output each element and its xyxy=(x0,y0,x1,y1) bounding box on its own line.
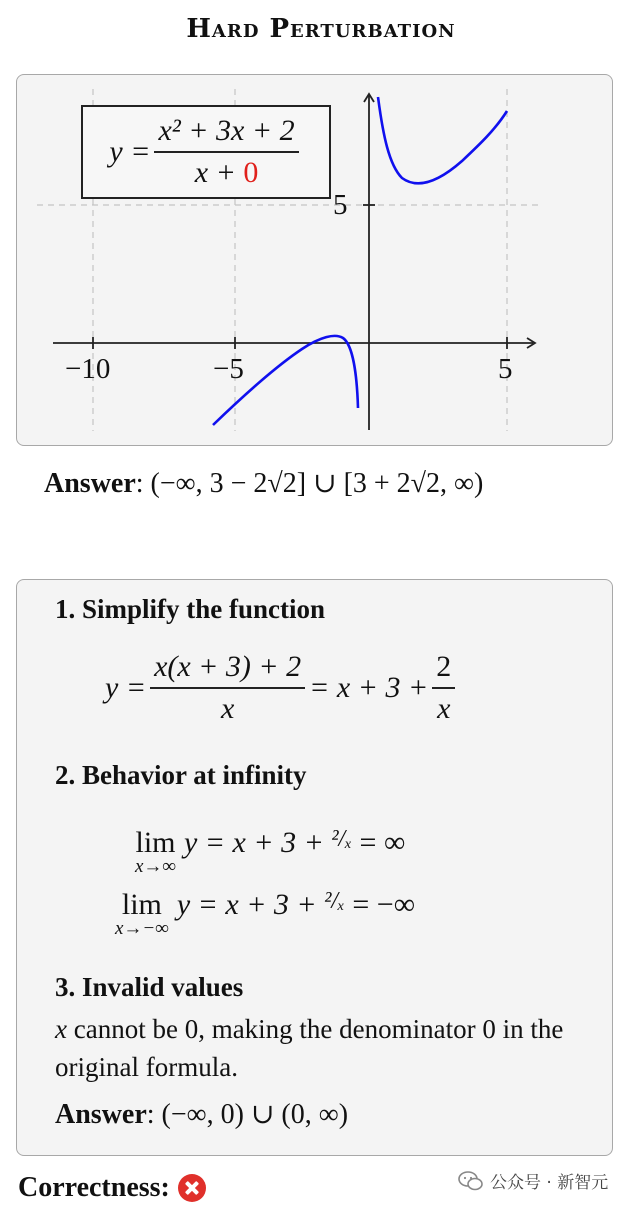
eq-fraction xyxy=(154,114,298,190)
limit-operator xyxy=(135,826,176,878)
limit-row-pos-infinity xyxy=(135,826,405,878)
answer-value: : (−∞, 3 − 2√2] ∪ [3 + 2√2, ∞) xyxy=(135,468,484,499)
step1-numerator: x(x + 3) + 2 xyxy=(150,650,305,689)
lim1-fraction: ²/ₓ xyxy=(331,826,353,852)
lim-word: lim xyxy=(135,826,176,859)
step1-denominator2: x xyxy=(437,692,451,725)
wechat-icon xyxy=(458,1170,484,1192)
limit-row-neg-infinity xyxy=(115,888,415,940)
step1-heading: 1. Simplify the function xyxy=(55,594,326,624)
step2-heading: 2. Behavior at infinity xyxy=(55,760,307,790)
step1-denominator: x xyxy=(220,692,235,725)
answer-line xyxy=(44,466,483,500)
lim1-expression: y = x + 3 + xyxy=(183,826,324,859)
lim2-result: = −∞ xyxy=(352,888,416,921)
step1-equation xyxy=(105,650,459,726)
lim-subscript: x→∞ xyxy=(135,856,176,877)
step3-explanation: cannot be 0, making the denominator 0 in the original formula. xyxy=(55,1014,564,1082)
final-answer-line xyxy=(55,1097,348,1131)
watermark-text: 公众号 · 新智元 xyxy=(490,1173,609,1193)
watermark xyxy=(458,1168,608,1193)
final-answer-value: : (−∞, 0) ∪ (0, ∞) xyxy=(146,1099,349,1130)
eq-numerator: x² + 3x + 2 xyxy=(154,114,298,153)
step3-text xyxy=(55,1010,595,1086)
correctness-label: Correctness: xyxy=(18,1172,170,1203)
eq-denominator xyxy=(195,153,259,190)
page-title: Hard Perturbation xyxy=(186,14,456,44)
step3-heading: 3. Invalid values xyxy=(55,972,244,1002)
step1-fraction2 xyxy=(432,650,455,726)
step1-fraction xyxy=(150,650,305,726)
step3-variable: x xyxy=(55,1014,67,1044)
answer-label: Answer xyxy=(44,468,136,499)
graph-panel xyxy=(16,74,613,446)
curve-right-branch xyxy=(378,97,507,183)
correctness-row xyxy=(18,1172,206,1204)
lim1-result: = ∞ xyxy=(359,826,406,859)
step1-lhs: y = xyxy=(105,671,147,704)
equation-box xyxy=(81,105,331,199)
lim2-expression: y = x + 3 + xyxy=(176,888,317,921)
tick-label-y5: 5 xyxy=(333,189,348,221)
step1-mid: = x + 3 + xyxy=(309,671,429,704)
tick-label-neg10: −10 xyxy=(65,353,111,385)
limit-operator xyxy=(115,888,169,940)
eq-lhs: y = xyxy=(109,135,151,168)
step1-numerator2: 2 xyxy=(432,650,455,689)
lim2-fraction: ²/ₓ xyxy=(324,888,345,914)
final-answer-label: Answer xyxy=(55,1099,147,1130)
eq-perturbed-constant: 0 xyxy=(243,156,259,189)
eq-denominator-var: x + xyxy=(194,156,236,189)
solution-panel xyxy=(16,579,613,1156)
tick-label-5: 5 xyxy=(498,353,513,385)
tick-label-neg5: −5 xyxy=(213,353,244,385)
lim-word: lim xyxy=(121,888,162,921)
lim-subscript: x→−∞ xyxy=(115,918,169,939)
wrong-icon xyxy=(178,1174,206,1202)
